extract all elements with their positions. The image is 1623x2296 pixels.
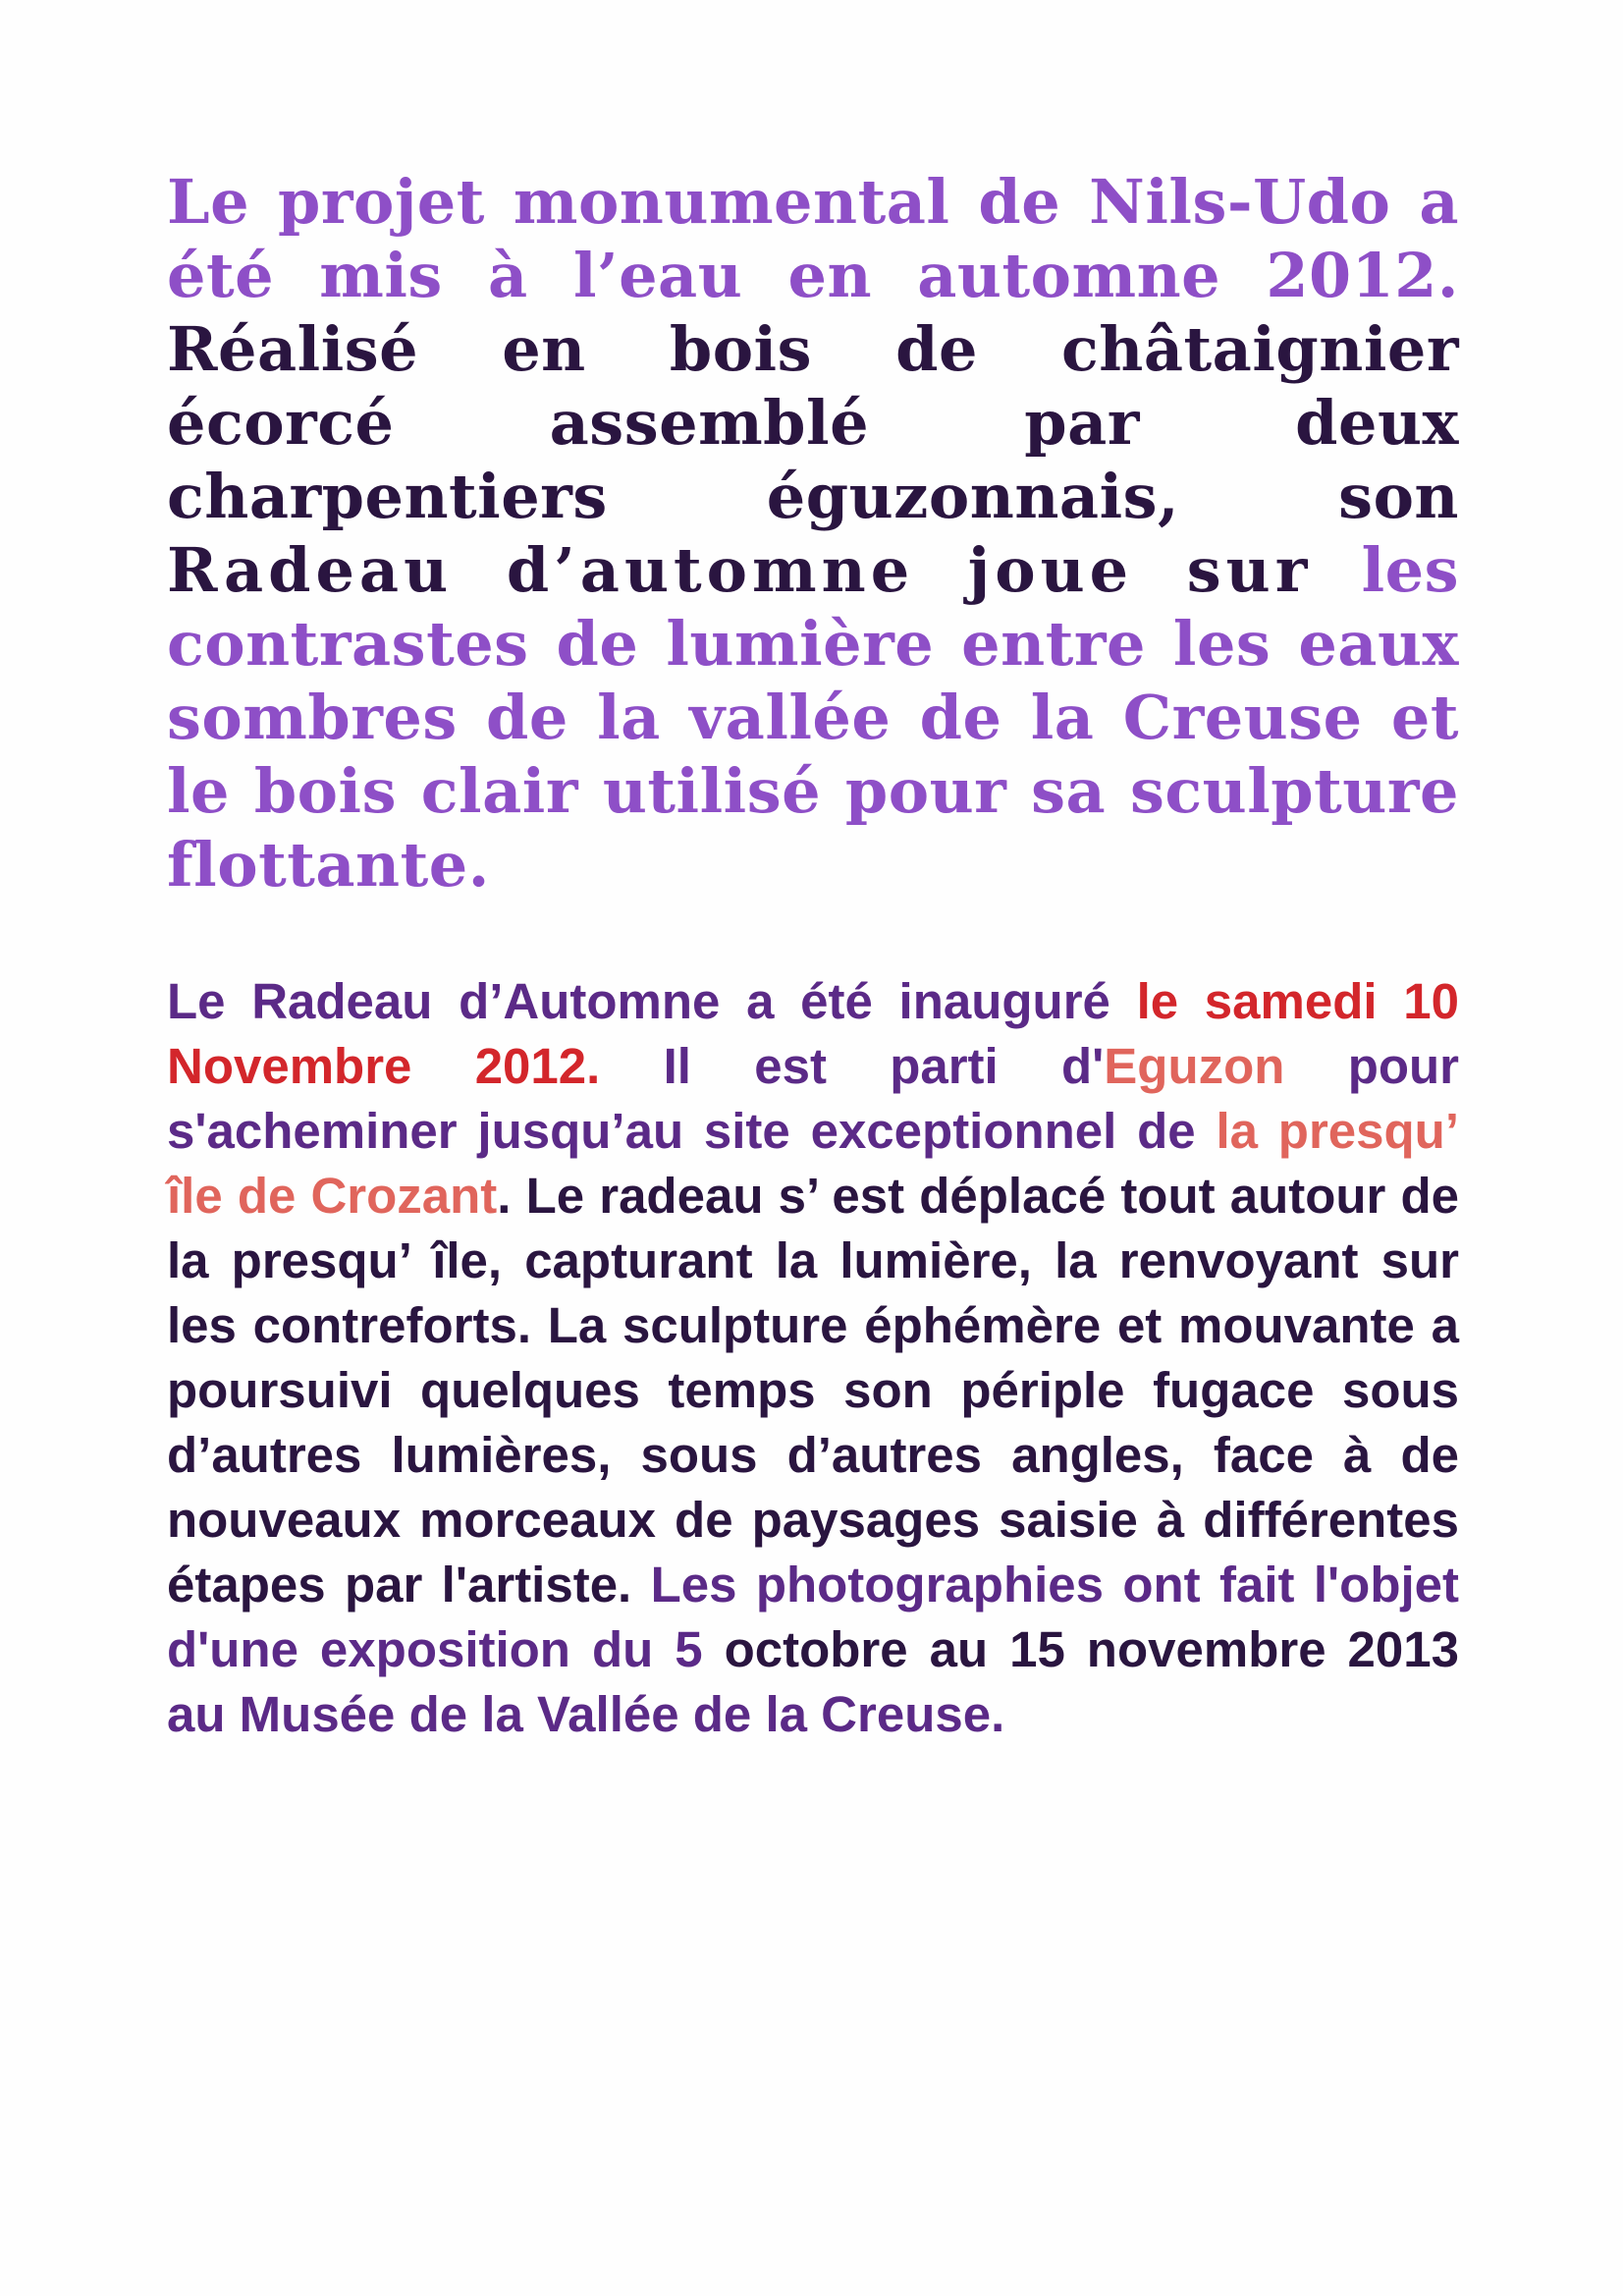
inauguration-date: le samedi 10 Novembre 2012. [167,973,1459,1094]
intro-paragraph [167,165,1459,902]
inauguration-text: Le Radeau d’Automne a été inauguré [167,973,1137,1029]
museum-text: au Musée de la Vallée de la Creuse. [167,1686,1005,1742]
exhibition-dates: octobre au 15 novembre 2013 [724,1621,1459,1677]
highlight-text: les contrastes de lumière entre les eaux sombres de la vallée de la Creuse et le bois clair utilisé pour sa sculpture flottante. [167,534,1459,901]
journey-description: . Le radeau s’ est déplacé tout autour de la presqu’ île, capturant la lumière, la renvoyant sur les contreforts. La sculpture éphémère et mouvante a poursuivi quelques temps son périple fugace sous d’autres lumières, sous d’autres angles, face à de nouveaux morceaux de paysages saisie à différentes étapes par l'artiste. [167,1168,1459,1613]
description-text: Réalisé en bois de châtaignier écorcé assemblé par deux charpentiers éguzonnais, son [167,313,1459,532]
place-crozant: la presqu’ île de Crozant [167,1103,1460,1224]
exhibition-text: Les photographies ont fait l'objet d'une exposition du 5 [167,1557,1460,1677]
departure-text: Il est parti d' [600,1038,1105,1094]
description-text-spaced: Radeau d’automne joue sur [167,534,1313,606]
inauguration-paragraph [167,969,1459,1747]
intro-sentence: Le projet monumental de Nils-Udo a été mis à l’eau en automne 2012. [167,166,1459,311]
journey-text: pour s'acheminer jusqu’au site exceptionnel de [167,1038,1460,1159]
place-eguzon: Eguzon [1104,1038,1285,1094]
